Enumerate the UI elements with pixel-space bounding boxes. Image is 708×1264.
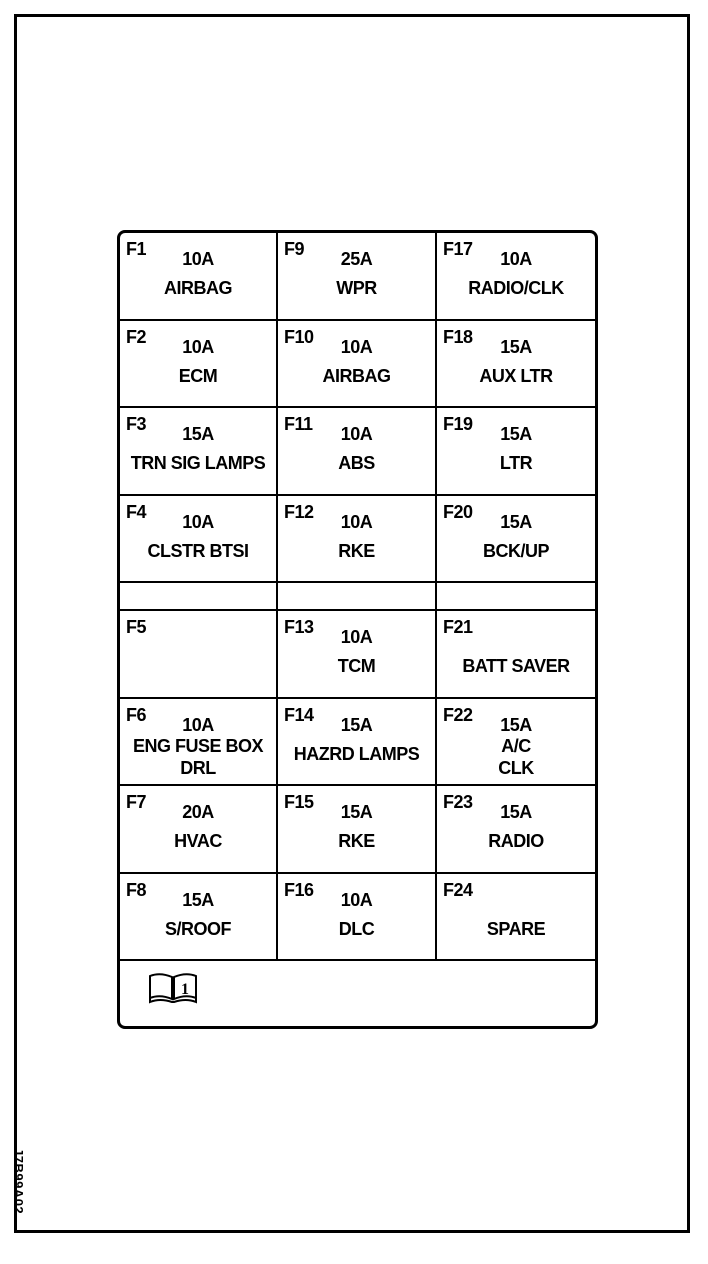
fuse-cell-f16 bbox=[278, 874, 437, 960]
fuse-description-line: ECM bbox=[178, 365, 218, 386]
fuse-id: F8 bbox=[126, 879, 147, 900]
fuse-description bbox=[278, 452, 435, 474]
spacer-cell bbox=[278, 583, 437, 609]
fuse-amperage: 15A bbox=[340, 802, 373, 822]
fuse-description bbox=[437, 655, 595, 677]
fuse-id: F23 bbox=[443, 792, 473, 812]
fuse-amperage: 10A bbox=[500, 249, 532, 269]
fuse-cell-f23 bbox=[437, 786, 595, 872]
fuse-description bbox=[437, 540, 595, 562]
fuse-description bbox=[437, 365, 595, 387]
fuse-amperage: 15A bbox=[500, 714, 532, 735]
fuse-description-line: AIRBAG bbox=[322, 365, 391, 386]
diagram-code: J7B99A02 bbox=[11, 1148, 26, 1215]
fuse-description-line: RADIO bbox=[488, 831, 544, 851]
fuse-row bbox=[120, 408, 595, 496]
fuse-row bbox=[120, 321, 595, 409]
fuse-id: F19 bbox=[443, 414, 473, 434]
fuse-id: F15 bbox=[284, 792, 314, 812]
fuse-amperage: 15A bbox=[500, 511, 532, 532]
fuse-id: F9 bbox=[284, 239, 305, 259]
fuse-cell-f9 bbox=[278, 233, 437, 319]
fuse-description-line: HVAC bbox=[174, 831, 222, 851]
fuse-cell-f15 bbox=[278, 786, 437, 872]
fuse-description bbox=[437, 277, 595, 299]
fuse-cell-f7 bbox=[120, 786, 278, 872]
fuse-id: F3 bbox=[126, 414, 147, 434]
fuse-description bbox=[120, 452, 276, 474]
fuse-cell-f10 bbox=[278, 321, 437, 407]
fuse-panel bbox=[117, 230, 598, 1029]
fuse-cell-f17 bbox=[437, 233, 595, 319]
fuse-id: F24 bbox=[443, 879, 473, 900]
fuse-amperage: 10A bbox=[182, 249, 214, 269]
fuse-cell-f1 bbox=[120, 233, 278, 319]
fuse-amperage: 10A bbox=[182, 511, 214, 532]
fuse-amperage: 15A bbox=[340, 714, 373, 735]
fuse-amperage: 10A bbox=[340, 336, 373, 357]
fuse-cell-f14 bbox=[278, 699, 437, 785]
fuse-description bbox=[437, 735, 595, 779]
fuse-cell-f24 bbox=[437, 874, 595, 960]
fuse-description bbox=[278, 830, 435, 852]
fuse-id: F12 bbox=[284, 501, 314, 522]
fuse-amperage: 10A bbox=[340, 424, 373, 444]
fuse-grid bbox=[120, 233, 595, 961]
fuse-amperage: 25A bbox=[340, 249, 373, 269]
spacer-cell bbox=[437, 583, 595, 609]
fuse-cell-f5 bbox=[120, 611, 278, 697]
fuse-description-line: TCM bbox=[337, 656, 376, 676]
fuse-cell-f8 bbox=[120, 874, 278, 960]
fuse-description bbox=[278, 277, 435, 299]
fuse-id: F20 bbox=[443, 501, 473, 522]
fuse-id: F4 bbox=[126, 501, 147, 522]
fuse-description bbox=[278, 743, 435, 765]
fuse-id: F21 bbox=[443, 617, 473, 637]
fuse-description bbox=[437, 830, 595, 852]
fuse-cell-f22 bbox=[437, 699, 595, 785]
fuse-id: F6 bbox=[126, 704, 147, 725]
fuse-id: F16 bbox=[284, 879, 314, 900]
fuse-amperage: 15A bbox=[182, 424, 214, 444]
fuse-description bbox=[278, 540, 435, 562]
fuse-description bbox=[278, 655, 435, 677]
fuse-description-line: CLK bbox=[498, 757, 534, 778]
fuse-row bbox=[120, 496, 595, 584]
fuse-description bbox=[278, 365, 435, 387]
fuse-row bbox=[120, 699, 595, 787]
fuse-id: F7 bbox=[126, 792, 147, 812]
fuse-row-spacer bbox=[120, 583, 595, 611]
fuse-description-line: ENG FUSE BOX bbox=[132, 735, 264, 756]
fuse-description-line: LTR bbox=[499, 453, 533, 473]
owner-manual-book-icon bbox=[148, 972, 198, 1004]
fuse-description bbox=[437, 452, 595, 474]
fuse-id: F11 bbox=[284, 414, 313, 434]
fuse-id: F1 bbox=[126, 239, 147, 259]
fuse-cell-f2 bbox=[120, 321, 278, 407]
fuse-description bbox=[120, 365, 276, 387]
fuse-description-line: CLSTR BTSI bbox=[147, 540, 249, 561]
fuse-row bbox=[120, 786, 595, 874]
fuse-amperage: 20A bbox=[182, 802, 214, 822]
fuse-description-line: BATT SAVER bbox=[462, 656, 570, 676]
fuse-row bbox=[120, 233, 595, 321]
fuse-id: F13 bbox=[284, 617, 314, 637]
fuse-id: F2 bbox=[126, 326, 147, 347]
book-icon-label: 1 bbox=[181, 981, 189, 998]
fuse-cell-f11 bbox=[278, 408, 437, 494]
fuse-description-line: AIRBAG bbox=[164, 278, 232, 298]
manual-reference-area bbox=[120, 958, 595, 1026]
fuse-description-line: S/ROOF bbox=[164, 918, 231, 939]
fuse-row bbox=[120, 874, 595, 962]
fuse-description-line: A/C bbox=[501, 735, 531, 756]
fuse-amperage: 15A bbox=[500, 802, 532, 822]
fuse-cell-f19 bbox=[437, 408, 595, 494]
fuse-description-line: HAZRD LAMPS bbox=[293, 743, 420, 764]
fuse-cell-f20 bbox=[437, 496, 595, 582]
fuse-cell-f13 bbox=[278, 611, 437, 697]
fuse-description-line: RADIO/CLK bbox=[468, 278, 564, 298]
spacer-cell bbox=[120, 583, 278, 609]
fuse-amperage: 10A bbox=[340, 627, 373, 647]
fuse-amperage: 15A bbox=[500, 424, 532, 444]
fuse-description-line: SPARE bbox=[486, 918, 546, 939]
fuse-description-line: WPR bbox=[336, 278, 377, 298]
fuse-description-line: TRN SIG LAMPS bbox=[130, 453, 266, 473]
fuse-amperage: 15A bbox=[182, 889, 214, 910]
fuse-amperage: 10A bbox=[182, 714, 214, 735]
fuse-description bbox=[120, 277, 276, 299]
fuse-amperage: 15A bbox=[500, 336, 532, 357]
fuse-id: F10 bbox=[284, 326, 314, 347]
fuse-description bbox=[120, 830, 276, 852]
fuse-cell-f3 bbox=[120, 408, 278, 494]
fuse-cell-f4 bbox=[120, 496, 278, 582]
fuse-cell-f6 bbox=[120, 699, 278, 785]
fuse-cell-f21 bbox=[437, 611, 595, 697]
fuse-description-line: RKE bbox=[338, 831, 375, 851]
fuse-description-line: RKE bbox=[338, 540, 375, 561]
fuse-description bbox=[278, 918, 435, 940]
fuse-description-line: ABS bbox=[338, 453, 375, 473]
fuse-description-line: BCK/UP bbox=[482, 540, 549, 561]
fuse-description bbox=[437, 918, 595, 940]
fuse-description-line: AUX LTR bbox=[479, 365, 553, 386]
fuse-id: F22 bbox=[443, 704, 473, 725]
fuse-amperage: 10A bbox=[182, 336, 214, 357]
fuse-description bbox=[120, 735, 276, 779]
fuse-description bbox=[120, 540, 276, 562]
fuse-amperage: 10A bbox=[340, 889, 373, 910]
fuse-cell-f12 bbox=[278, 496, 437, 582]
fuse-description bbox=[120, 918, 276, 940]
fuse-id: F17 bbox=[443, 239, 473, 259]
fuse-id: F18 bbox=[443, 326, 473, 347]
fuse-id: F14 bbox=[284, 704, 314, 725]
fuse-amperage: 10A bbox=[340, 511, 373, 532]
fuse-row bbox=[120, 611, 595, 699]
fuse-cell-f18 bbox=[437, 321, 595, 407]
fuse-description-line: DLC bbox=[338, 918, 375, 939]
fuse-description-line: DRL bbox=[180, 757, 216, 778]
fuse-id: F5 bbox=[126, 617, 147, 637]
